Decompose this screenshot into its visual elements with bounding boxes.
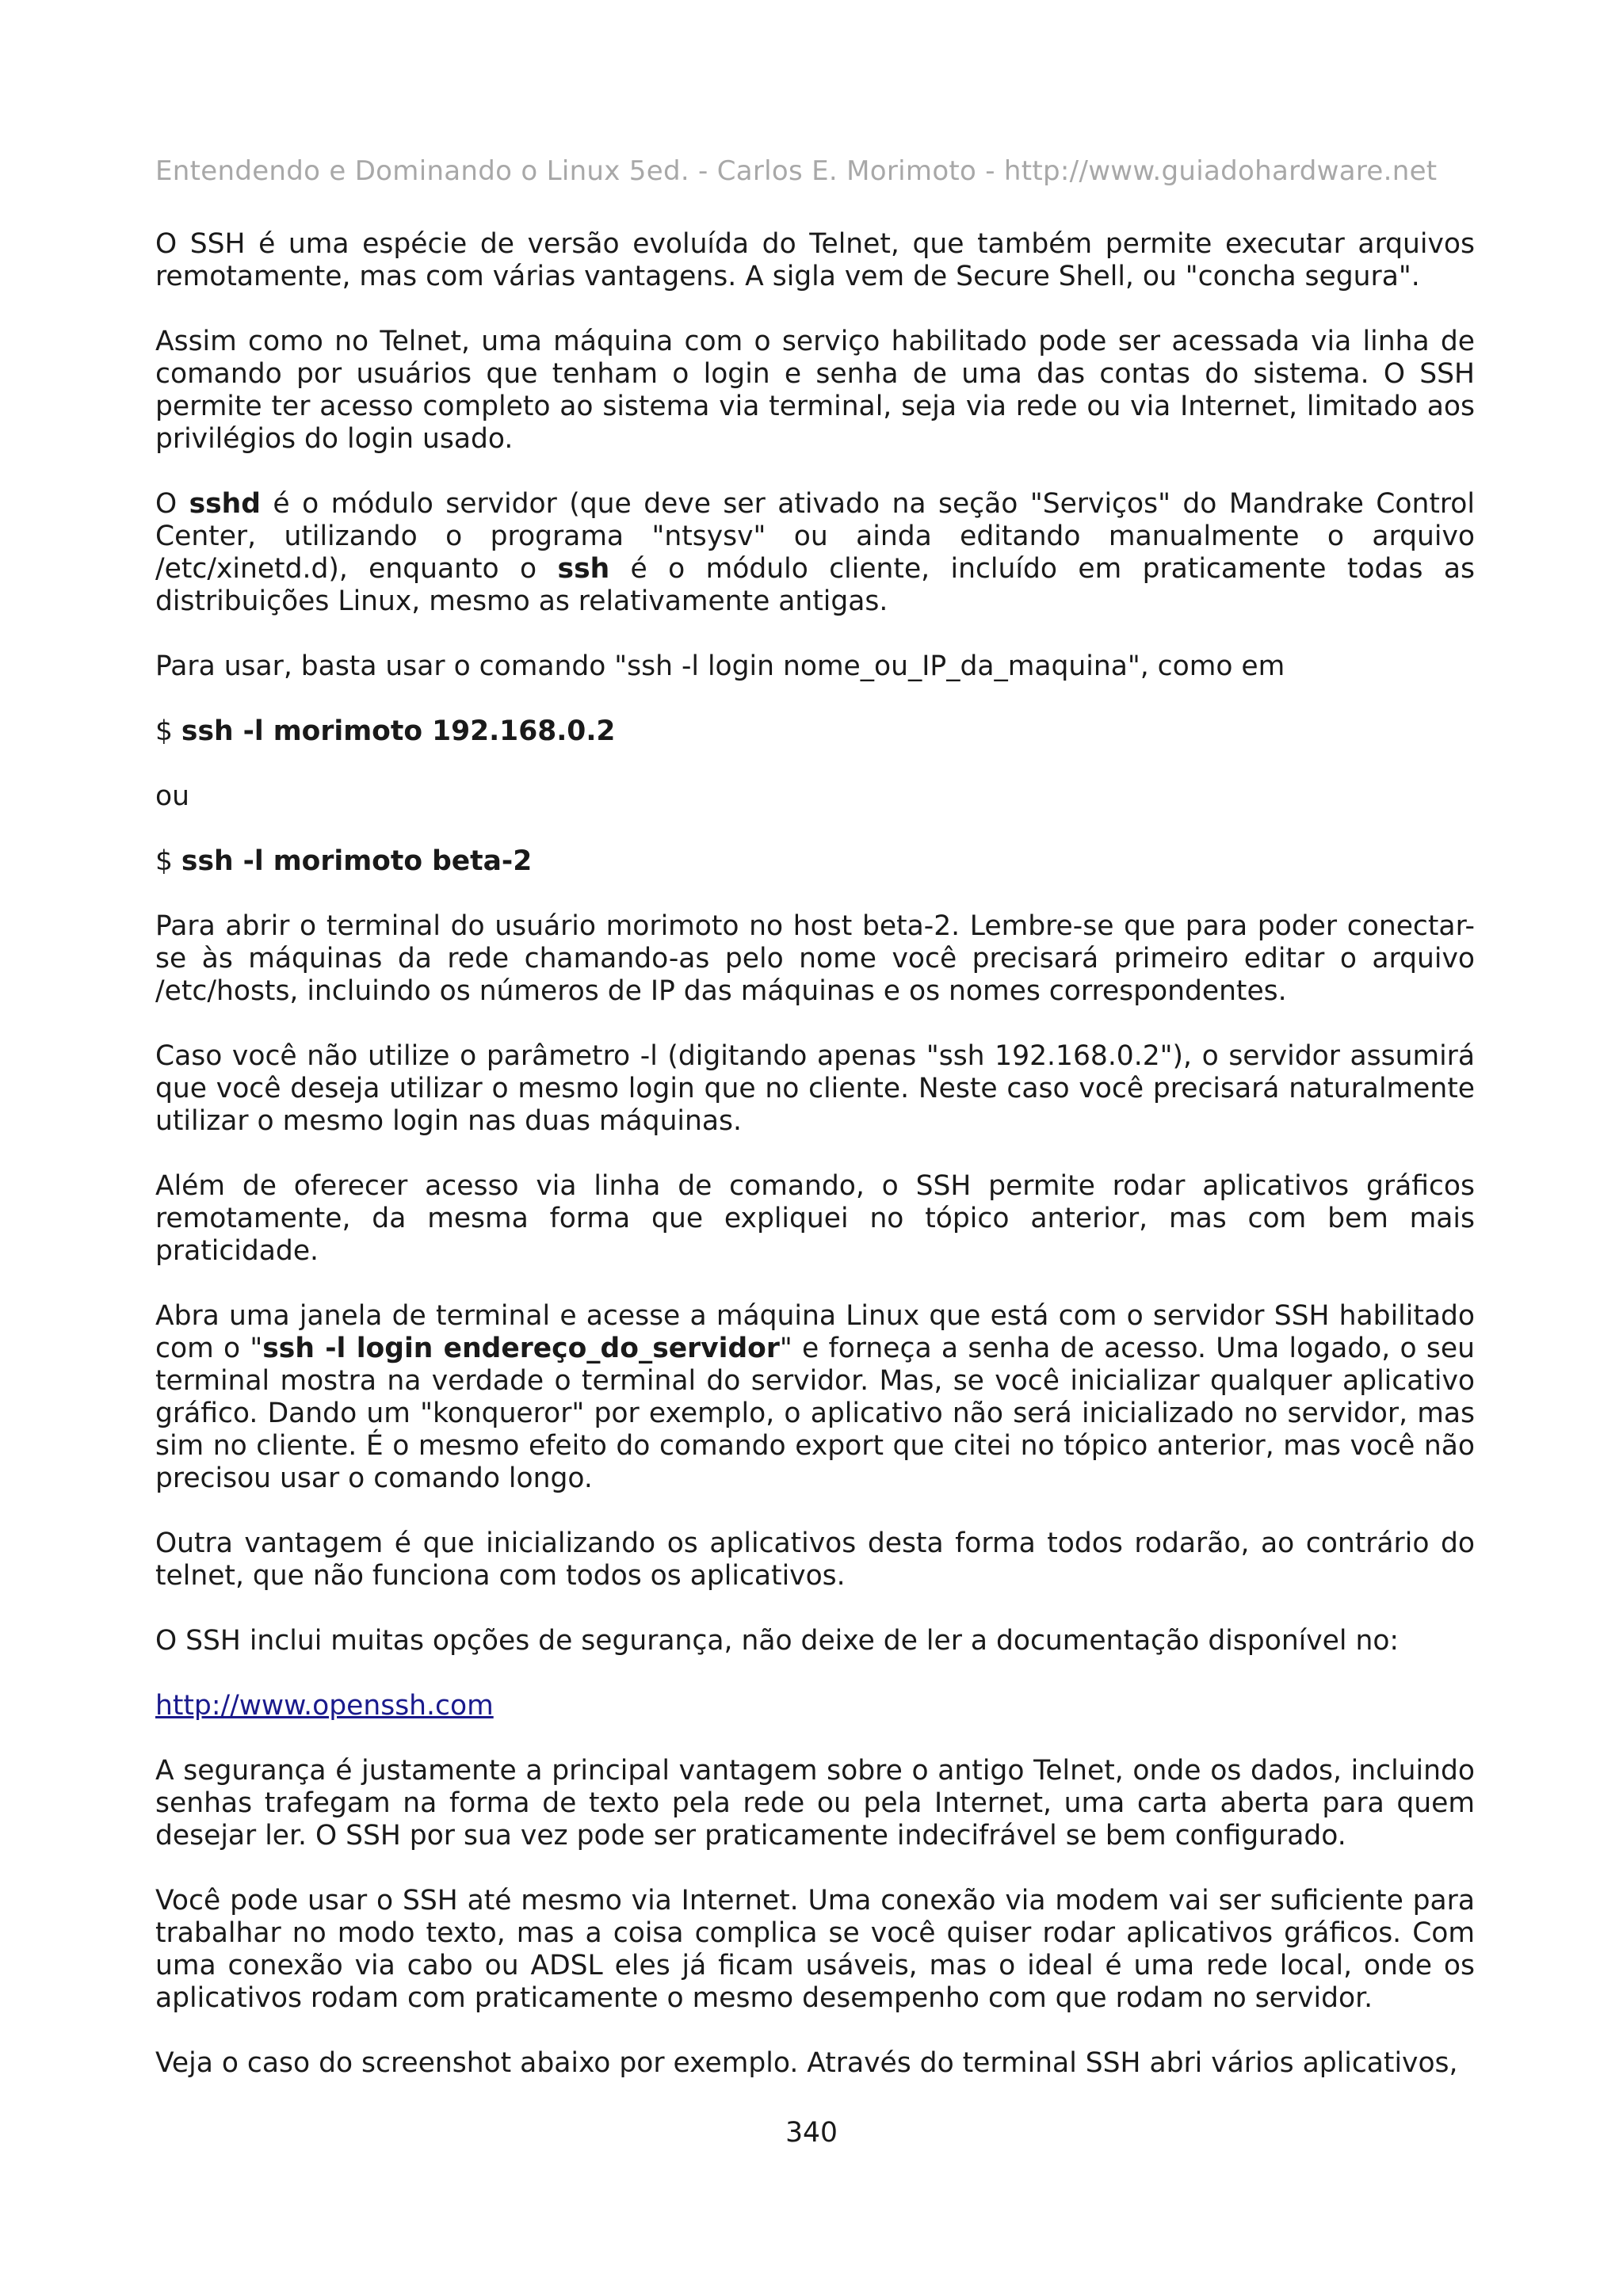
page-body — [155, 228, 1475, 2080]
paragraph-graphical-apps: Além de oferecer acesso via linha de comando, o SSH permite rodar aplicativos gráficos remotamente, da mesma forma que expliquei no tópico anterior, mas com bem mais praticidade. — [155, 1170, 1475, 1267]
shell-prompt: $ — [155, 715, 181, 747]
command-text: ssh -l morimoto 192.168.0.2 — [181, 715, 616, 747]
text-span: é o módulo servidor (que deve ser ativado na seção "Serviços" do Mandrake Control Center, utilizando o programa "ntsysv" ou ainda editando manualmente o arquivo /etc/xinetd.d), enquanto o — [155, 488, 1475, 585]
paragraph-security: A segurança é justamente a principal vantagem sobre o antigo Telnet, onde os dados, incluindo senhas trafegam na forma de texto pela rede ou pela Internet, uma carta aberta para quem desejar ler. O SSH por sua vez pode ser praticamente indecifrável se bem configurado. — [155, 1755, 1475, 1852]
paragraph-internet-use: Você pode usar o SSH até mesmo via Internet. Uma conexão via modem vai ser suficiente para trabalhar no modo texto, mas a coisa complica se você quiser rodar aplicativos gráficos. Com uma conexão via cabo ou ADSL eles já ficam usáveis, mas o ideal é uma rede local, onde os aplicativos rodam com praticamente o mesmo desempenho com que rodam no servidor. — [155, 1885, 1475, 2014]
bold-command: ssh -l login endereço_do_servidor — [262, 1333, 780, 1364]
text-span: Abra uma janela de terminal e acesse a máquina Linux que está com o servidor SSH habilitado com o " — [155, 1300, 1475, 1364]
paragraph-hosts-file: Para abrir o terminal do usuário morimoto no host beta-2. Lembre-se que para poder conectar-se às máquinas da rede chamando-as pelo nome você precisará primeiro editar o arquivo /etc/hosts, incluindo os números de IP das máquinas e os nomes correspondentes. — [155, 910, 1475, 1007]
paragraph-screenshot: Veja o caso do screenshot abaixo por exemplo. Através do terminal SSH abri vários aplicativos, — [155, 2047, 1458, 2079]
command-example-ip — [155, 715, 1475, 748]
paragraph-security-options: O SSH inclui muitas opções de segurança, não deixe de ler a documentação disponível no: — [155, 1625, 1400, 1657]
paragraph-ssh-access: Assim como no Telnet, uma máquina com o serviço habilitado pode ser acessada via linha de comando por usuários que tenham o login e senha de uma das contas do sistema. O SSH permite ter acesso completo ao sistema via terminal, seja via rede ou via Internet, limitado aos privilégios do login usado. — [155, 326, 1475, 455]
link-paragraph — [155, 1690, 1475, 1722]
text-span: O — [155, 488, 189, 520]
command-example-host — [155, 845, 1475, 878]
openssh-link[interactable]: http://www.openssh.com — [155, 1690, 494, 1722]
paragraph-login-param: Caso você não utilize o parâmetro -l (digitando apenas "ssh 192.168.0.2"), o servidor assumirá que você deseja utilizar o mesmo login que no cliente. Neste caso você precisará naturalmente utilizar o mesmo login nas duas máquinas. — [155, 1040, 1475, 1137]
running-header: Entendendo e Dominando o Linux 5ed. - Carlos E. Morimoto - http://www.guiadohardware.net — [155, 155, 1438, 187]
shell-prompt: $ — [155, 845, 181, 877]
paragraph-usage: Para usar, basta usar o comando "ssh -l login nome_ou_IP_da_maquina", como em — [155, 650, 1285, 682]
bold-term-sshd: sshd — [189, 488, 261, 520]
page-number: 340 — [785, 2117, 838, 2149]
connector-or: ou — [155, 780, 189, 812]
bold-term-ssh: ssh — [557, 553, 610, 585]
paragraph-advantage: Outra vantagem é que inicializando os aplicativos desta forma todos rodarão, ao contrário do telnet, que não funciona com todos os aplicativos. — [155, 1527, 1475, 1592]
paragraph-sshd-module — [155, 488, 1475, 618]
command-text: ssh -l morimoto beta-2 — [181, 845, 533, 877]
text-span: é o módulo cliente, incluído em praticamente todas as distribuições Linux, mesmo as relativamente antigas. — [155, 553, 1475, 617]
paragraph-ssh-intro: O SSH é uma espécie de versão evoluída do Telnet, que também permite executar arquivos remotamente, mas com várias vantagens. A sigla vem de Secure Shell, ou "concha segura". — [155, 228, 1475, 292]
paragraph-terminal-session — [155, 1300, 1475, 1495]
text-span: " e forneça a senha de acesso. Uma logado, o seu terminal mostra na verdade o terminal do servidor. Mas, se você inicializar qualquer aplicativo gráfico. Dando um "konqueror" por exemplo, o aplicativo não será inicializado no servidor, mas sim no cliente. É o mesmo efeito do comando export que citei no tópico anterior, mas você não precisou usar o comando longo. — [155, 1333, 1475, 1494]
